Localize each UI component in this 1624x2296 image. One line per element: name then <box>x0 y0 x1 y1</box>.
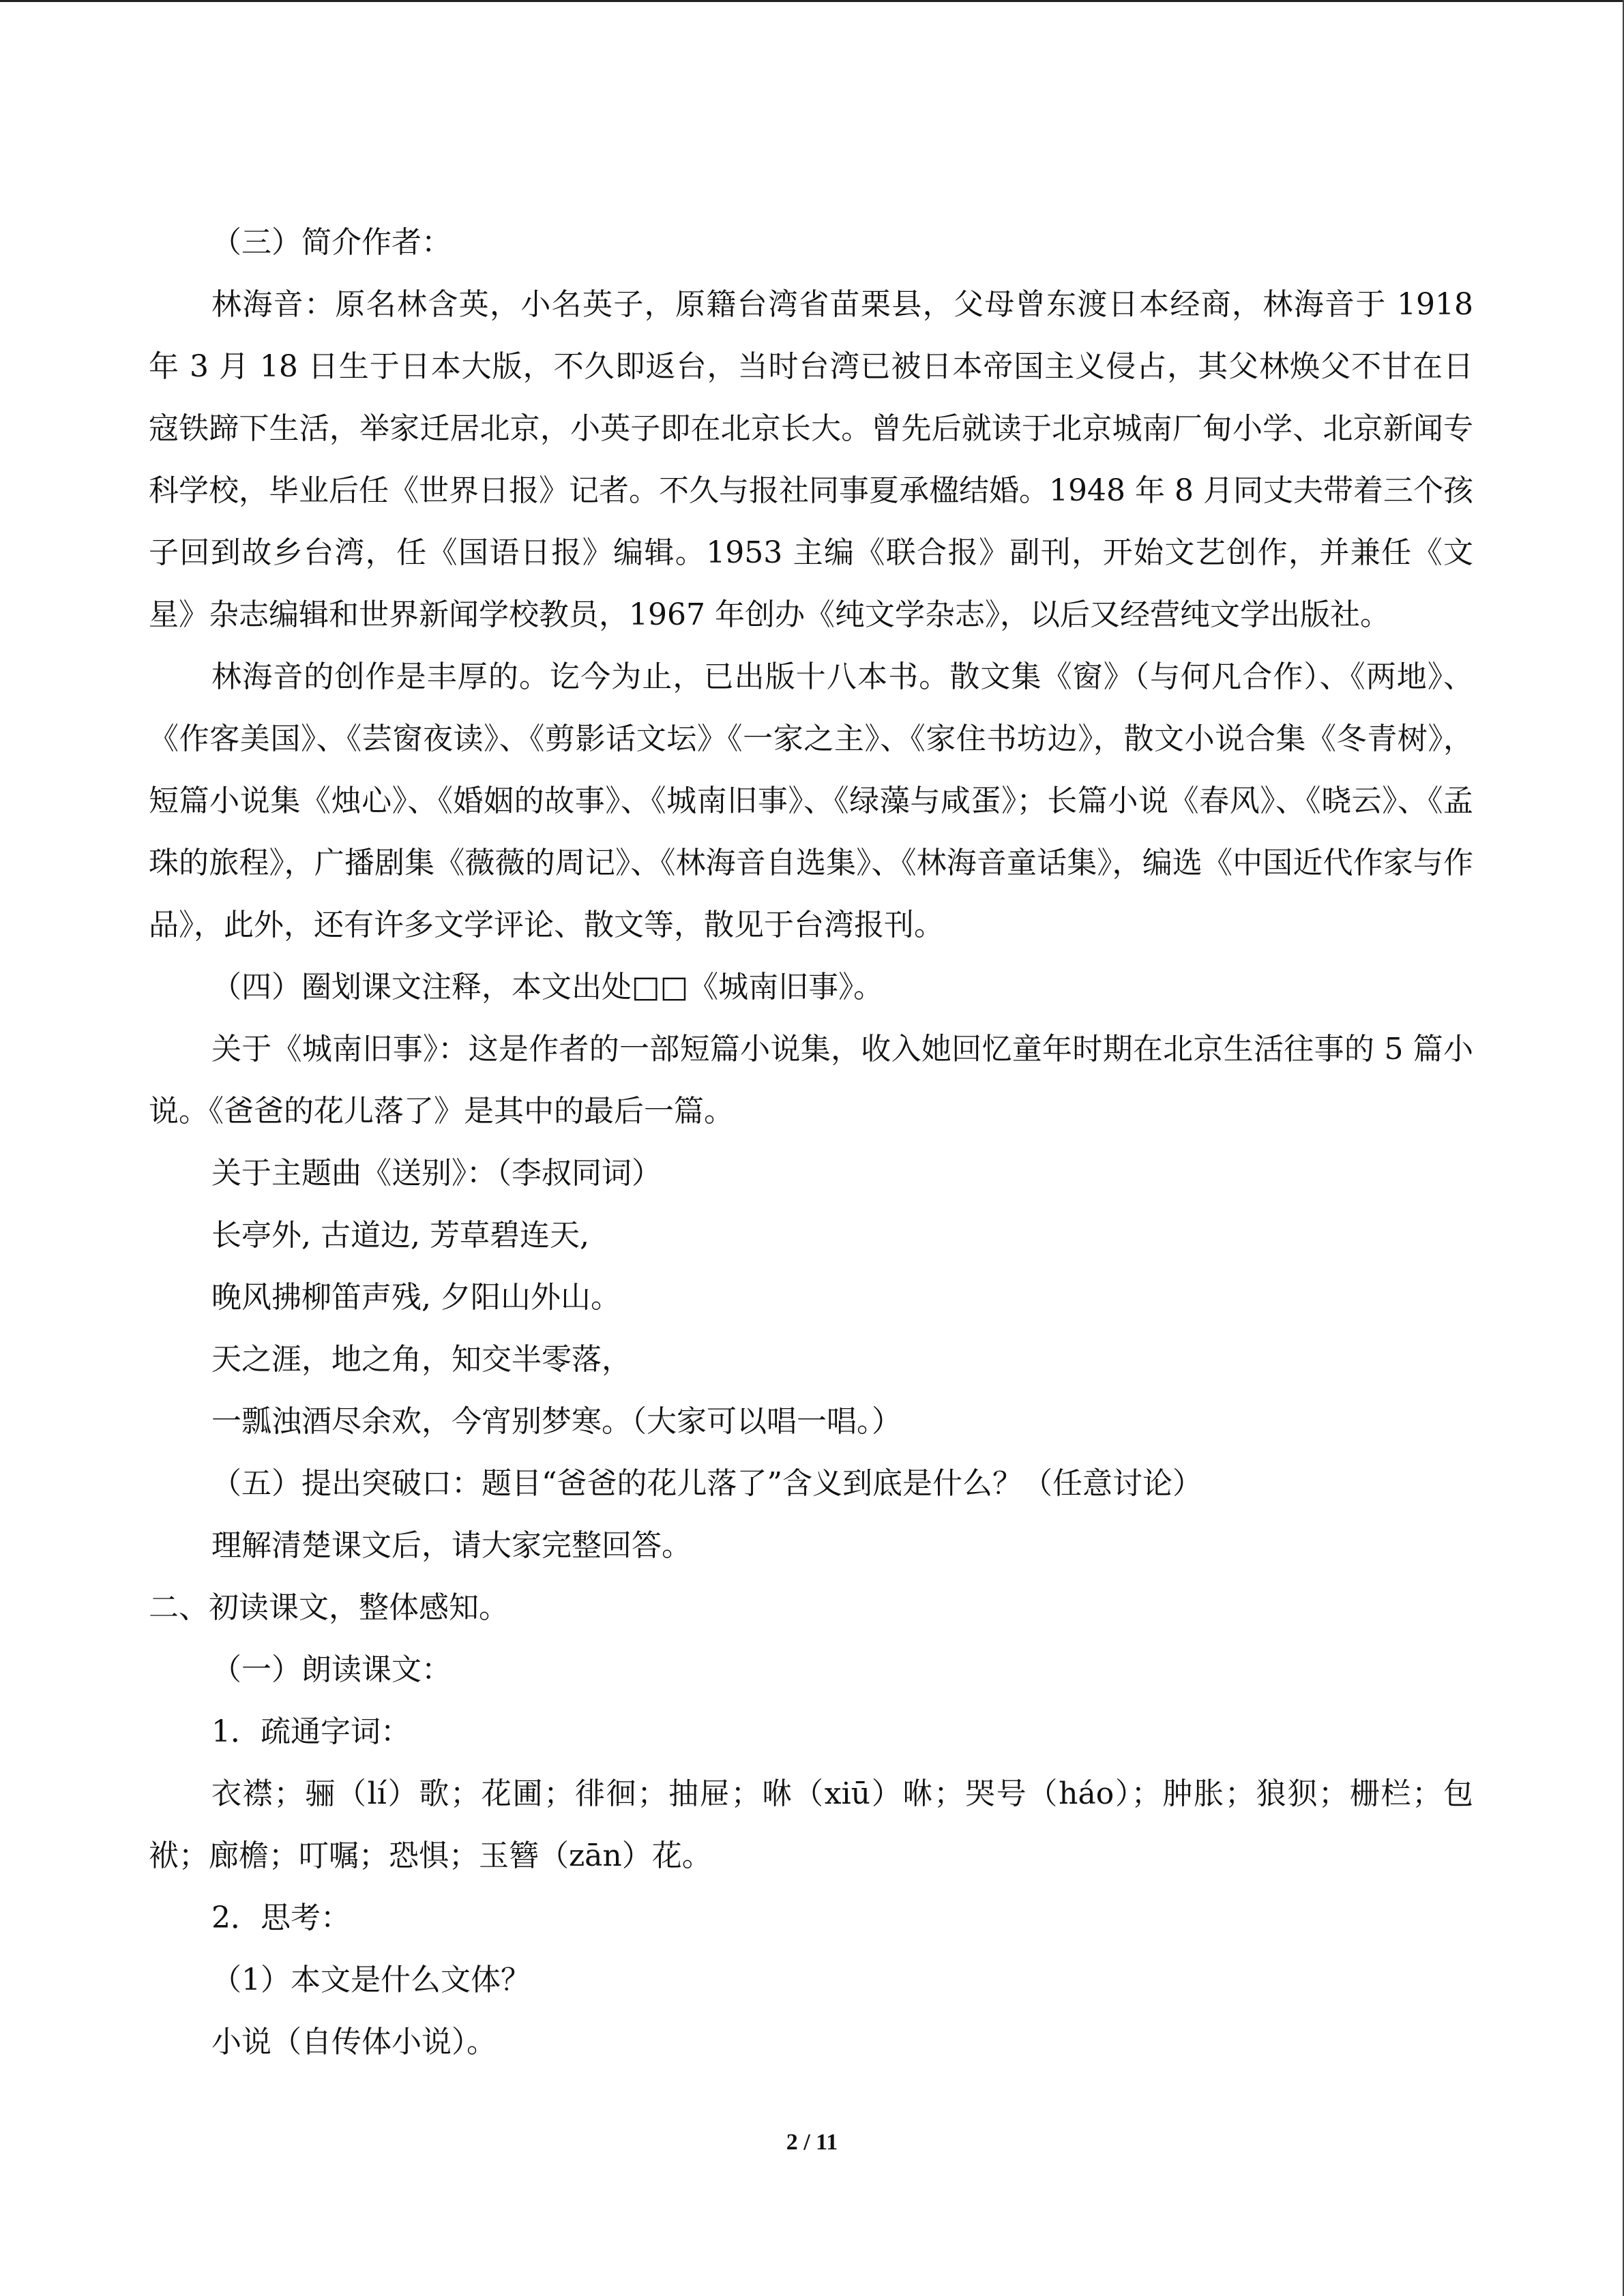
vocabulary-list: 衣襟；骊（lí）歌；花圃；徘徊；抽屉；咻（xiū）咻；哭号（háo）；肿胀；狼狈；栅栏；包袱；廊檐；叮嘱；恐惧；玉簪（zān）花。 <box>149 1776 1473 1873</box>
section-heading-notes: （四）圈划课文注释，本文出处□□《城南旧事》。 <box>211 970 884 1004</box>
answer-instruction: 理解清楚课文后，请大家完整回答。 <box>211 1528 692 1563</box>
section-heading-author: （三）简介作者： <box>211 225 452 260</box>
song-lyric-line-4: 一瓢浊酒尽余欢，今宵别梦寒。（大家可以唱一唱。） <box>211 1404 902 1439</box>
book-intro-paragraph: 关于《城南旧事》：这是作者的一部短篇小说集，收入她回忆童年时期在北京生活往事的 5 篇小说。《爸爸的花儿落了》是其中的最后一篇。 <box>149 1032 1473 1129</box>
question-1: （1）本文是什么文体？ <box>211 1963 531 1997</box>
document-body <box>149 211 1473 2073</box>
song-lyric-line-3: 天之涯，地之角，知交半零落， <box>211 1342 632 1377</box>
page-number: 2 / 11 <box>786 2130 838 2155</box>
theme-song-heading: 关于主题曲《送别》：（李叔同词） <box>211 1156 662 1191</box>
thinking-heading: 2．思考： <box>211 1900 351 1935</box>
song-lyric-line-2: 晚风拂柳笛声残, 夕阳山外山。 <box>211 1280 621 1315</box>
part-two-heading: 二、初读课文，整体感知。 <box>149 1590 509 1625</box>
section-heading-breakthrough: （五）提出突破口：题目“爸爸的花儿落了”含义到底是什么？（任意讨论） <box>211 1466 1202 1501</box>
answer-1: 小说（自传体小说）。 <box>211 2025 497 2059</box>
reading-heading: （一）朗读课文： <box>211 1652 452 1687</box>
author-biography-paragraph: 林海音：原名林含英，小名英子，原籍台湾省苗栗县，父母曾东渡日本经商，林海音于 1918 年 3 月 18 日生于日本大版，不久即返台，当时台湾已被日本帝国主义侵占，其父林焕父不甘在日寇铁蹄下生活，举家迁居北京，小英子即在北京长大。曾先后就读于北京城南厂甸小学、北京新闻专科学校，毕业后任《世界日报》记者。不久与报社同事夏承楹结婚。1948 年 8 月同丈夫带着三个孩子回到故乡台湾，任《国语日报》编辑。1953 主编《联合报》副刊，开始文艺创作，并兼任《文星》杂志编辑和世界新闻学校教员，1967 年创办《纯文学杂志》，以后又经营纯文学出版社。 <box>149 287 1473 632</box>
page-top-border <box>0 0 1624 2</box>
song-lyric-line-1: 长亭外, 古道边, 芳草碧连天, <box>211 1218 589 1253</box>
author-works-paragraph: 林海音的创作是丰厚的。讫今为止，已出版十八本书。散文集《窗》（与何凡合作）、《两地》、《作客美国》、《芸窗夜读》、《剪影话文坛》《一家之主》、《家住书坊边》，散文小说合集《冬青树》，短篇小说集《烛心》、《婚姻的故事》、《城南旧事》、《绿藻与咸蛋》；长篇小说《春风》、《晓云》、《孟珠的旅程》，广播剧集《薇薇的周记》、《林海音自选集》、《林海音童话集》，编选《中国近代作家与作品》，此外，还有许多文学评论、散文等，散见于台湾报刊。 <box>149 659 1473 942</box>
vocabulary-heading: 1．疏通字词： <box>211 1714 411 1749</box>
